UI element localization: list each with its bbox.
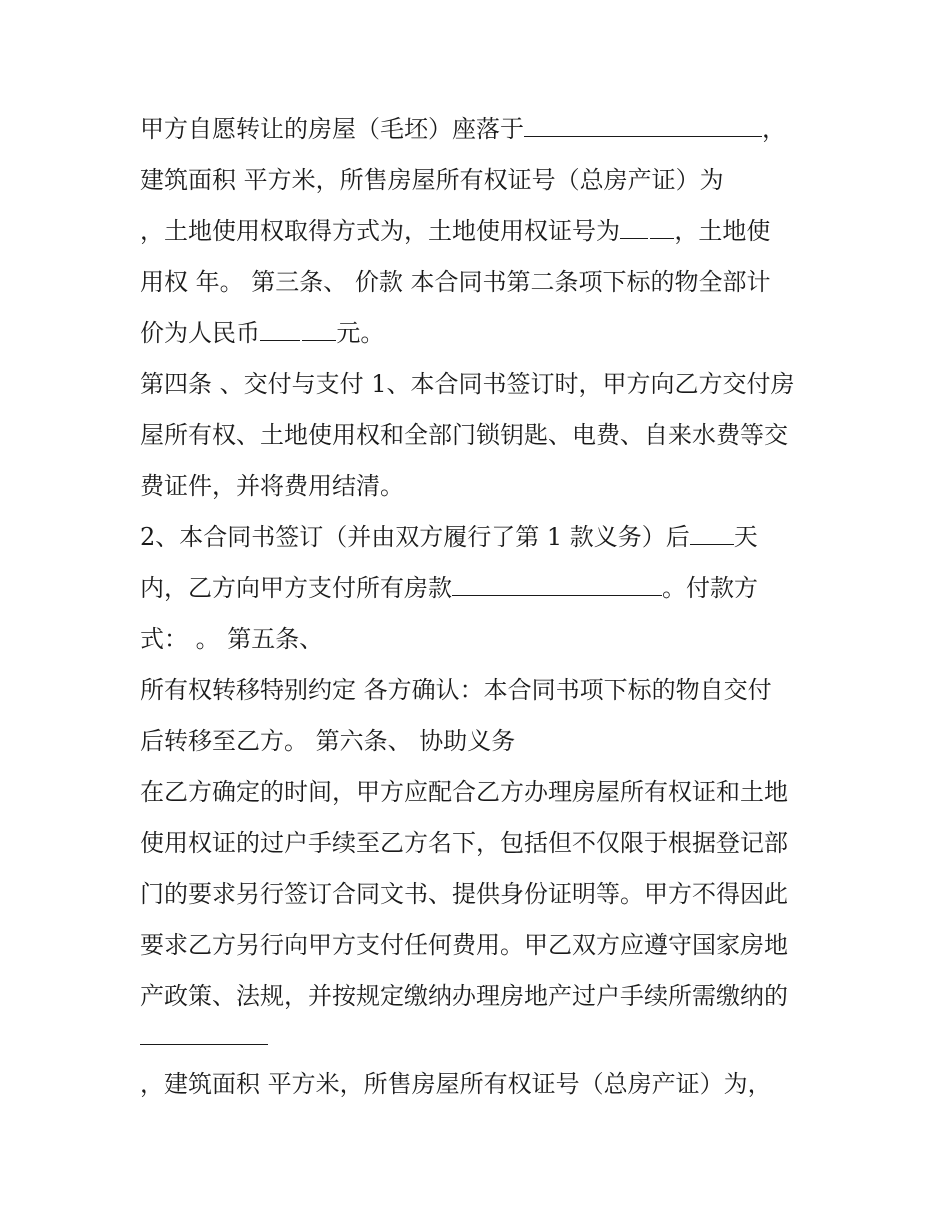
text-line	[140, 155, 820, 206]
text-line	[140, 308, 820, 359]
text-segment: 甲方自愿转让的房屋（毛坯）座落于	[140, 115, 524, 143]
text-segment: ，	[762, 115, 786, 143]
text-line	[140, 614, 820, 665]
text-segment: 屋所有权、土地使用权和全部门锁钥匙、电费、自来水费等交	[140, 421, 788, 449]
fill-in-blank	[524, 110, 762, 137]
fill-in-blank	[302, 314, 336, 341]
text-line	[140, 920, 820, 971]
text-segment: 后转移至乙方。 第六条、 协助义务	[140, 727, 516, 755]
contract-body-continued	[140, 1059, 820, 1110]
text-segment: ，建筑面积 平方米，所售房屋所有权证号（总房产证）为，	[140, 1070, 772, 1098]
text-line	[140, 206, 820, 257]
text-line	[140, 410, 820, 461]
text-line	[140, 665, 820, 716]
text-segment: 建筑面积 平方米，所售房屋所有权证号（总房产证）为	[140, 166, 724, 194]
text-line	[140, 818, 820, 869]
text-segment: ，土地使用权取得方式为，土地使用权证号为	[140, 217, 620, 245]
fill-in-blank	[620, 212, 648, 239]
text-segment: 用权 年。 第三条、 价款 本合同书第二条项下标的物全部计	[140, 268, 771, 296]
fill-in-blank	[260, 314, 300, 341]
fill-in-blank	[452, 569, 662, 596]
text-line	[140, 971, 820, 1022]
text-line	[140, 716, 820, 767]
text-segment: 所有权转移特别约定 各方确认：本合同书项下标的物自交付	[140, 676, 772, 704]
text-line	[140, 869, 820, 920]
text-line	[140, 563, 820, 614]
text-segment: 元。	[336, 319, 385, 347]
fill-in-blank	[690, 518, 734, 545]
contract-body	[140, 104, 820, 1022]
text-line	[140, 767, 820, 818]
text-segment: 2、本合同书签订（并由双方履行了第 1 款义务）后	[140, 523, 690, 551]
text-segment: 在乙方确定的时间，甲方应配合乙方办理房屋所有权证和土地	[140, 778, 788, 806]
text-segment: 。付款方	[662, 574, 758, 602]
text-line	[140, 257, 820, 308]
text-segment: 要求乙方另行向甲方支付任何费用。甲乙双方应遵守国家房地	[140, 931, 788, 959]
text-segment: 第四条 、交付与支付 1、本合同书签订时，甲方向乙方交付房	[140, 370, 795, 398]
text-segment: 产政策、法规，并按规定缴纳办理房地产过户手续所需缴纳的	[140, 982, 788, 1010]
fill-in-blank	[140, 1044, 268, 1045]
text-segment: 天	[733, 523, 758, 551]
text-segment: ，土地使	[674, 217, 771, 245]
text-line	[140, 104, 820, 155]
text-line	[140, 461, 820, 512]
text-segment: 价为人民币	[140, 319, 260, 347]
text-line	[140, 359, 820, 410]
text-line	[140, 512, 820, 563]
fill-in-blank	[650, 212, 674, 239]
text-segment: 费证件，并将费用结清。	[140, 472, 404, 500]
text-segment: 内，乙方向甲方支付所有房款	[140, 574, 452, 602]
text-segment: 门的要求另行签订合同文书、提供身份证明等。甲方不得因此	[140, 880, 788, 908]
text-segment: 式： 。 第五条、	[140, 625, 324, 653]
text-segment: 使用权证的过户手续至乙方名下，包括但不仅限于根据登记部	[140, 829, 788, 857]
text-line	[140, 1059, 820, 1110]
